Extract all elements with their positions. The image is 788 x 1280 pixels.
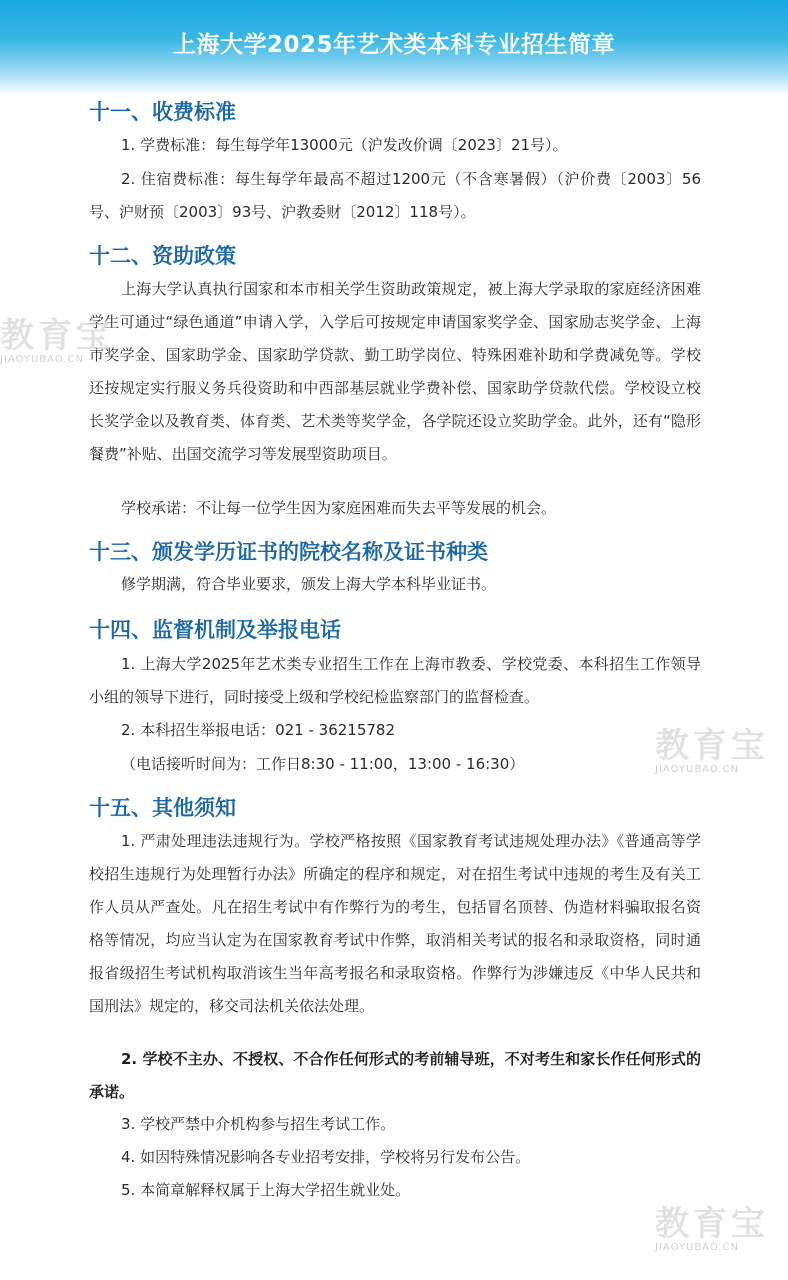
section-heading-aid: 十二、资助政策 [89,244,236,268]
phone-hours-line: （电话接听时间为：工作日8:30 - 11:00，13:00 - 16:30） [121,755,525,773]
fees-accommodation-paragraph: 2. 住宿费标准：每生每学年最高不超过1200元（不含寒暑假）（沪价费〔2003〕56号、沪财预〔2003〕93号、沪教委财〔2012〕118号）。 [89,170,701,221]
aid-policy-paragraph: 上海大学认真执行国家和本市相关学生资助政策规定，被上海大学录取的家庭经济困难学生可通过“绿色通道”申请入学，入学后可按规定申请国家奖学金、国家励志奖学金、上海市奖学金、国家助学金、国家助学贷款、勤工助学岗位、特殊困难补助和学费减免等。学校还按规定实行服义务兵役资助和中西部基层就业学费补偿、国家助学贷款代偿。学校设立校长奖学金以及教育类、体育类、艺术类等奖学金，各学院还设立奖助学金。此外，还有“隐形餐费”补贴、出国交流学习等发展型资助项目。 [89,280,701,463]
watermark-logo: 教育宝 JIAOYUBAO.CN [0,316,114,365]
report-phone-line: 2. 本科招生举报电话：021 - 36215782 [121,721,396,739]
section-heading-fees: 十一、收费标准 [89,100,236,124]
fees-tuition-paragraph: 1. 学费标准：每生每学年13000元（沪发改价调〔2023〕21号）。 [121,136,568,154]
section-heading-certificate: 十三、颁发学历证书的院校名称及证书种类 [89,540,488,564]
other-no-tutoring-paragraph: 2. 学校不主办、不授权、不合作任何形式的考前辅导班，不对考生和家长作任何形式的承诺。 [89,1050,701,1101]
header-banner [0,0,788,95]
watermark-logo: 教育宝 JIAOYUBAO.CN [655,1204,769,1253]
supervision-paragraph: 1. 上海大学2025年艺术类专业招生工作在上海市教委、学校党委、本科招生工作领导小组的领导下进行，同时接受上级和学校纪检监察部门的监督检查。 [89,655,701,706]
other-violations-paragraph: 1. 严肃处理违法违规行为。学校严格按照《国家教育考试违规处理办法》《普通高等学校招生违规行为处理暂行办法》所确定的程序和规定，对在招生考试中违规的考生及有关工作人员从严查处。凡在招生考试中有作弊行为的考生，包括冒名顶替、伪造材料骗取报名资格等情况，均应当认定为在国家教育考试中作弊，取消相关考试的报名和录取资格，同时通报省级招生考试机构取消该生当年高考报名和录取资格。作弊行为涉嫌违反《中华人民共和国刑法》规定的，移交司法机关依法处理。 [89,832,701,1015]
page-title: 上海大学2025年艺术类本科专业招生简章 [172,32,615,58]
watermark-logo: 教育宝 JIAOYUBAO.CN [655,726,769,775]
certificate-paragraph: 修学期满，符合毕业要求，颁发上海大学本科毕业证书。 [121,575,497,593]
other-interpretation-line: 5. 本简章解释权属于上海大学招生就业处。 [121,1181,411,1199]
section-heading-supervision: 十四、监督机制及举报电话 [89,618,341,642]
other-announcement-line: 4. 如因特殊情况影响各专业招考安排，学校将另行发布公告。 [121,1148,531,1166]
other-no-agency-line: 3. 学校严禁中介机构参与招生考试工作。 [121,1115,396,1133]
section-heading-other: 十五、其他须知 [89,796,236,820]
aid-commitment-paragraph: 学校承诺：不让每一位学生因为家庭困难而失去平等发展的机会。 [121,499,557,517]
